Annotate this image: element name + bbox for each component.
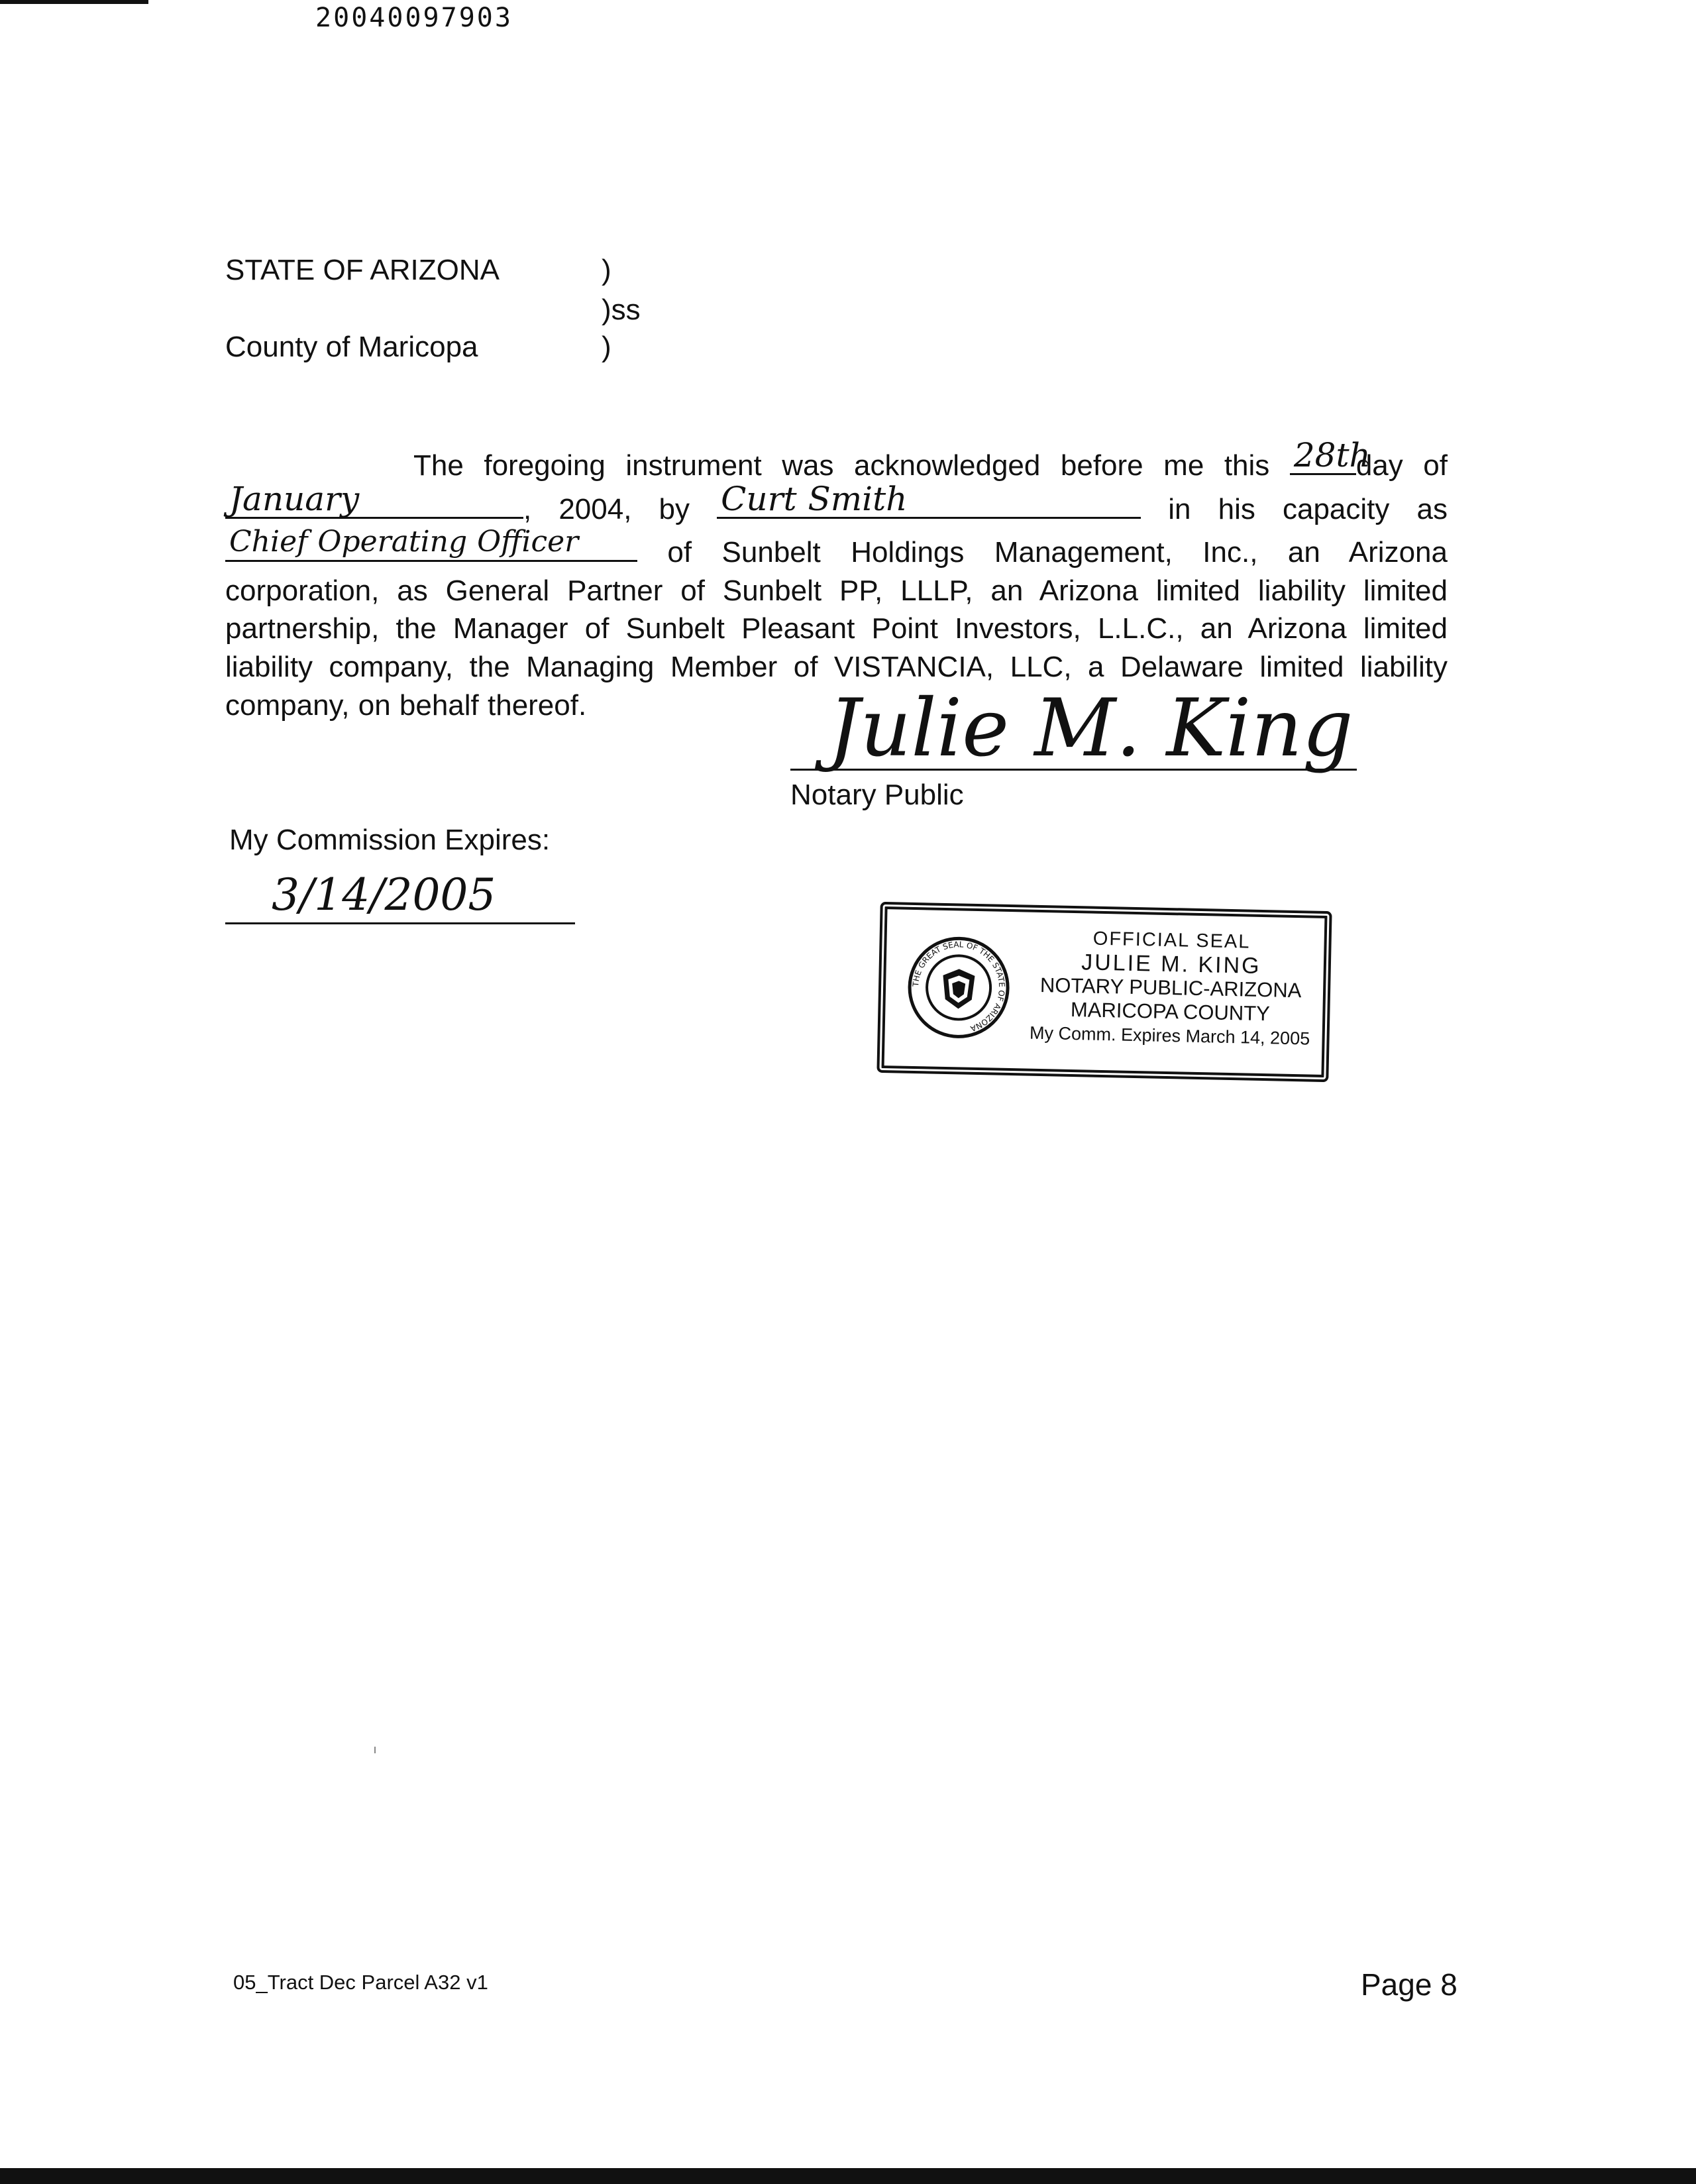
document-number: 20040097903 <box>315 3 513 33</box>
seal-emblem-text: THE GREAT SEAL OF THE STATE OF ARIZONA <box>911 940 1007 1034</box>
month-field <box>225 479 523 519</box>
seal-county: MARICOPA COUNTY <box>1070 997 1271 1026</box>
handwritten-month: January <box>229 479 360 518</box>
venue-paren: ) <box>602 254 611 286</box>
commission-expires-label: My Commission Expires: <box>229 824 551 856</box>
title-field <box>225 525 637 562</box>
signature-line <box>790 769 1357 771</box>
expiration-line <box>225 922 575 924</box>
seal-notary-state: NOTARY PUBLIC-ARIZONA <box>1039 973 1302 1003</box>
handwritten-title: Chief Operating Officer <box>229 525 579 559</box>
seal-expiration: My Comm. Expires March 14, 2005 <box>1029 1022 1310 1049</box>
ack-text: , 2004, by <box>523 492 690 525</box>
scan-border <box>0 2168 1696 2184</box>
handwritten-expiration-date: 3/14/2005 <box>272 869 496 920</box>
seal-text-block <box>1017 925 1324 1051</box>
notary-signature: Julie M. King <box>828 682 1353 775</box>
venue-paren: ) <box>602 331 611 363</box>
notary-public-label: Notary Public <box>790 779 964 811</box>
footer-page-number: Page 8 <box>1361 1967 1458 2002</box>
day-field <box>1290 436 1371 475</box>
venue-county: County of Maricopa <box>225 331 478 363</box>
seal-notary-name: JULIE M. KING <box>1081 950 1261 979</box>
handwritten-day: 28th <box>1293 436 1371 474</box>
ack-text: day of <box>1355 449 1448 482</box>
venue-ss: )ss <box>602 294 641 326</box>
ack-text: in his capacity as <box>1168 492 1448 525</box>
seal-title: OFFICIAL SEAL <box>1092 928 1251 953</box>
handwritten-name: Curt Smith <box>721 479 908 518</box>
name-field <box>717 479 1141 519</box>
venue-state: STATE OF ARIZONA <box>225 254 500 286</box>
official-seal-stamp <box>876 902 1332 1082</box>
scan-artifact <box>374 1747 376 1753</box>
state-seal-emblem-icon <box>904 934 1012 1042</box>
ack-text: of Sunbelt Holdings Management, Inc., an Arizona corporation, as General Partner of Sunbelt PP, LLLP, an Arizona limited liability limited partnership, the Manager of Sunbelt Pleasant Point Investors, L.L.C., an Arizona limited liability company, the Managing Member of VISTANCIA, LLC, a Delaware limited liability company, on behalf thereof. <box>225 536 1448 722</box>
footer-document-id: 05_Tract Dec Parcel A32 v1 <box>233 1971 488 1994</box>
ack-text: The foregoing instrument was acknowledged before me this <box>413 449 1270 482</box>
